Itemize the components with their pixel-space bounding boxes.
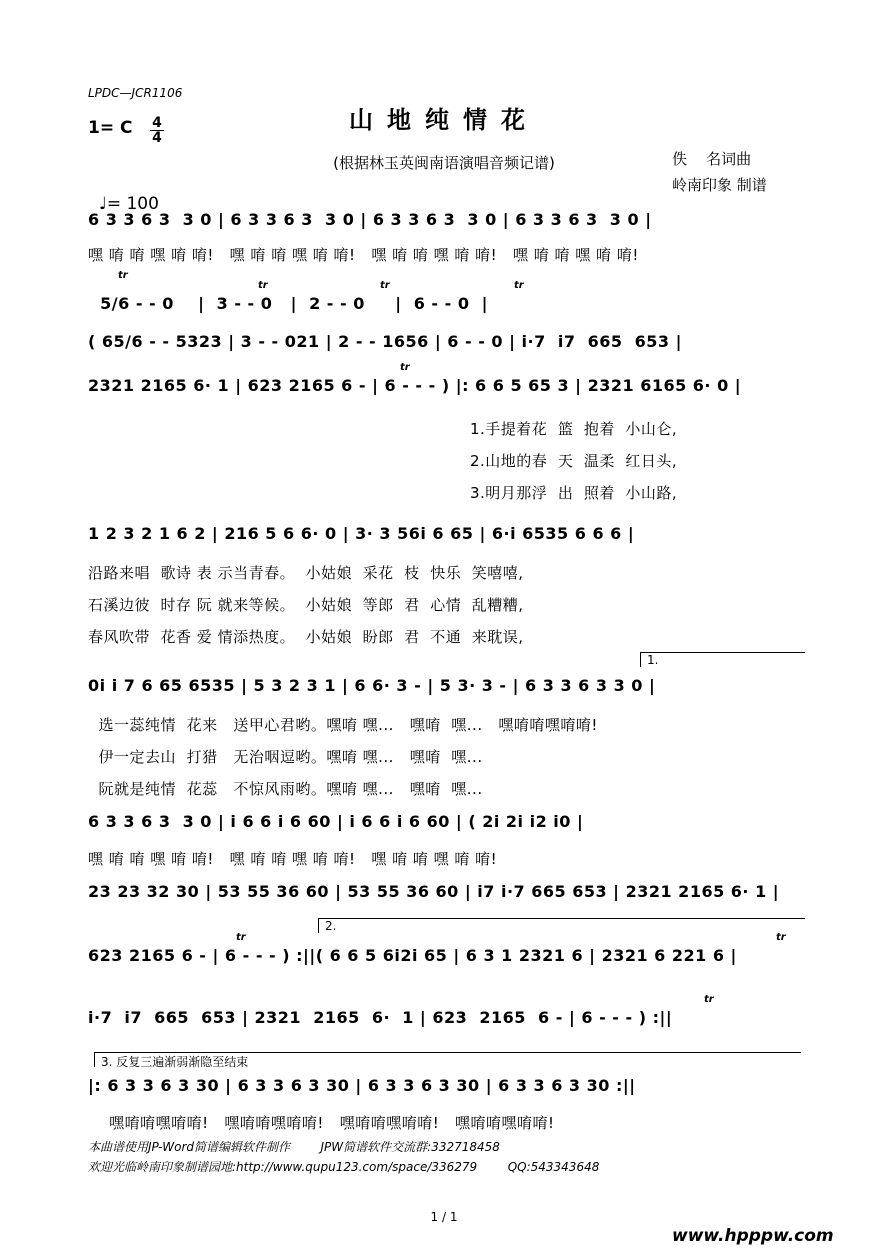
trill-mark: tr bbox=[258, 280, 268, 291]
verse-2-intro: 2.山地的春 天 温柔 红日头, bbox=[470, 452, 678, 470]
score-line-3: ( 65/6 - - 5323 | 3 - - 021 | 2 - - 1656 | 6 - - 0 | i·7 i7 665 653 | bbox=[88, 332, 682, 351]
lyric-line-5-v2: 石溪边彼 时存 阮 就来等候。 小姑娘 等郎 君 心情 乱糟糟, bbox=[88, 596, 524, 614]
ending-2-bracket bbox=[318, 918, 805, 933]
credit-score: 岭南印象 制谱 bbox=[672, 176, 767, 194]
score-line-11: |: 6 3 3 6 3 30 | 6 3 3 6 3 30 | 6 3 3 6 3 30 | 6 3 3 6 3 30 :|| bbox=[88, 1076, 636, 1095]
score-code: LPDC—JCR1106 bbox=[88, 86, 183, 100]
time-signature bbox=[150, 116, 164, 145]
credit-words: 佚 名词曲 bbox=[672, 150, 752, 168]
trill-mark: tr bbox=[400, 362, 410, 373]
lyric-line-6-v2: 伊一定去山 打猎 无治咽逗哟。嘿唷 嘿... 嘿唷 嘿... bbox=[88, 748, 483, 766]
footer-line-2: 欢迎光临岭南印象制谱园地:http://www.qupu123.com/space/336279 QQ:543343648 bbox=[88, 1160, 600, 1174]
score-line-4: 2321 2165 6· 1 | 623 2165 6 - | 6 - - - ) |: 6 6 5 65 3 | 2321 6165 6· 0 | bbox=[88, 376, 742, 395]
ending-1-label: 1. bbox=[647, 653, 659, 667]
tempo-mark bbox=[88, 174, 159, 214]
time-signature-bottom: 4 bbox=[150, 130, 164, 145]
score-line-5: 1 2 3 2 1 6 2 | 216 5 6 6· 0 | 3· 3 56i 6 65 | 6·i 6535 6 6 6 | bbox=[88, 524, 635, 543]
tempo-value: = 100 bbox=[106, 194, 159, 214]
lyric-line-5-v3: 春风吹带 花香 爱 情添热度。 小姑娘 盼郎 君 不通 来耽误, bbox=[88, 628, 524, 646]
verse-1-intro: 1.手提着花 篮 抱着 小山仑, bbox=[470, 420, 678, 438]
page-number: 1 / 1 bbox=[430, 1210, 458, 1224]
subtitle: (根据林玉英闽南语演唱音频记谱) bbox=[333, 154, 555, 172]
trill-mark: tr bbox=[118, 270, 128, 281]
score-line-2: 5/6 - - 0 | 3 - - 0 | 2 - - 0 | 6 - - 0 | bbox=[88, 294, 488, 313]
trill-mark: tr bbox=[380, 280, 390, 291]
score-line-1: 6 3 3 6 3 3 0 | 6 3 3 6 3 3 0 | 6 3 3 6 3 3 0 | 6 3 3 6 3 3 0 | bbox=[88, 210, 652, 229]
repeat-3-label: 3. 反复三遍渐弱渐隐至结束 bbox=[101, 1055, 249, 1069]
lyric-line-6-v1: 选一蕊纯情 花来 送甲心君哟。嘿唷 嘿... 嘿唷 嘿... 嘿唷唷嘿唷唷! bbox=[88, 716, 598, 734]
ending-1-bracket bbox=[640, 652, 805, 667]
score-line-6: 0i i 7 6 65 6535 | 5 3 2 3 1 | 6 6· 3 - | 5 3· 3 - | 6 3 3 6 3 3 0 | bbox=[88, 676, 656, 695]
site-watermark: www.hpppw.com bbox=[672, 1226, 834, 1246]
score-line-9: 623 2165 6 - | 6 - - - ) :||( 6 6 5 6i2i 65 | 6 3 1 2321 6 | 2321 6 221 6 | bbox=[88, 946, 737, 965]
repeat-3-bracket bbox=[94, 1052, 801, 1067]
lyric-line-11: 嘿唷唷嘿唷唷! 嘿唷唷嘿唷唷! 嘿唷唷嘿唷唷! 嘿唷唷嘿唷唷! bbox=[88, 1114, 555, 1132]
trill-mark: tr bbox=[776, 932, 786, 943]
verse-3-intro: 3.明月那浮 出 照着 小山路, bbox=[470, 484, 678, 502]
song-title: 山地纯情花 bbox=[349, 105, 539, 134]
lyric-line-5-v1: 沿路来唱 歌诗 表 示当青春。 小姑娘 采花 枝 快乐 笑嘻嘻, bbox=[88, 564, 524, 582]
score-line-7: 6 3 3 6 3 3 0 | i 6 6 i 6 60 | i 6 6 i 6 60 | ( 2i 2i i2 i0 | bbox=[88, 812, 584, 831]
trill-mark: tr bbox=[514, 280, 524, 291]
key-signature: 1= C bbox=[88, 118, 133, 138]
lyric-line-1: 嘿 唷 唷 嘿 唷 唷! 嘿 唷 唷 嘿 唷 唷! 嘿 唷 唷 嘿 唷 唷! 嘿 唷 唷 嘿 唷 唷! bbox=[88, 246, 639, 264]
footer-line-1: 本曲谱使用JP-Word简谱编辑软件制作 JPW简谱软件交流群:332718458 bbox=[88, 1140, 500, 1154]
trill-mark: tr bbox=[704, 994, 714, 1005]
lyric-line-6-v3: 阮就是纯情 花蕊 不惊风雨哟。嘿唷 嘿... 嘿唷 嘿... bbox=[88, 780, 483, 798]
time-signature-top: 4 bbox=[152, 115, 162, 131]
ending-2-label: 2. bbox=[325, 919, 337, 933]
lyric-line-7: 嘿 唷 唷 嘿 唷 唷! 嘿 唷 唷 嘿 唷 唷! 嘿 唷 唷 嘿 唷 唷! bbox=[88, 850, 498, 868]
trill-mark: tr bbox=[236, 932, 246, 943]
quarter-note-icon: ♩ bbox=[98, 194, 107, 214]
score-line-8: 23 23 32 30 | 53 55 36 60 | 53 55 36 60 | i7 i·7 665 653 | 2321 2165 6· 1 | bbox=[88, 882, 780, 901]
score-line-10: i·7 i7 665 653 | 2321 2165 6· 1 | 623 2165 6 - | 6 - - - ) :|| bbox=[88, 1008, 673, 1027]
